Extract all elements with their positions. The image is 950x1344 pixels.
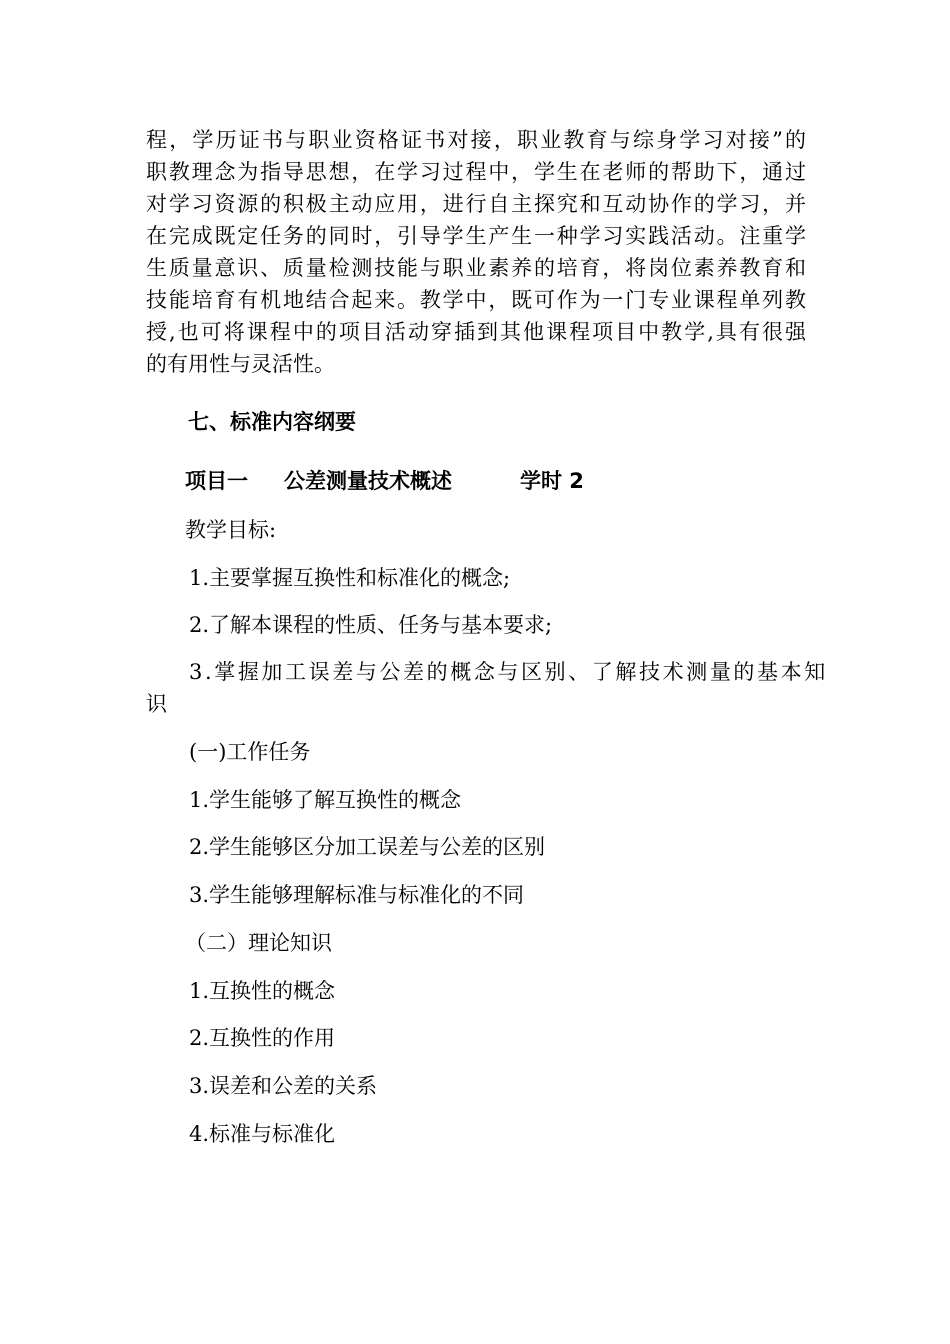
tasks-heading: (一)工作任务 (189, 740, 311, 764)
task-item: 3.学生能够理解标准与标准化的不同 (189, 883, 525, 907)
task-item: 2.学生能够区分加工误差与公差的区别 (189, 835, 546, 859)
theory-item: 3.误差和公差的关系 (189, 1074, 378, 1098)
objective-item: 3.掌握加工误差与公差的概念与区别、了解技术测量的基本知 (189, 660, 828, 684)
objective-item: 2.了解本课程的性质、任务与基本要求; (189, 613, 553, 637)
project-hours: 学时 2 (520, 469, 584, 493)
project-title: 公差测量技术概述 (284, 469, 452, 493)
intro-line: 技能培育有机地结合起来。教学中，既可作为一门专业课程单列教 (146, 288, 806, 312)
task-item: 1.学生能够了解互换性的概念 (189, 788, 462, 812)
theory-item: 4.标准与标准化 (189, 1122, 336, 1146)
theory-item: 1.互换性的概念 (189, 979, 336, 1003)
objective-item: 1.主要掌握互换性和标准化的概念; (189, 566, 511, 590)
section-heading: 七、标准内容纲要 (188, 410, 356, 434)
intro-line: 生质量意识、质量检测技能与职业素养的培育，将岗位素养教育和 (146, 256, 806, 280)
objectives-label: 教学目标: (185, 518, 277, 542)
objective-item-wrap: 识 (146, 692, 167, 716)
intro-line: 程，学历证书与职业资格证书对接，职业教育与综身学习对接”的 (146, 128, 806, 152)
intro-line: 的有用性与灵活性。 (146, 352, 335, 376)
intro-line: 职教理念为指导思想，在学习过程中，学生在老师的帮助下，通过 (146, 160, 806, 184)
theory-heading: （二）理论知识 (185, 931, 332, 955)
intro-line: 在完成既定任务的同时，引导学生产生一种学习实践活动。注重学 (146, 224, 806, 248)
theory-item: 2.互换性的作用 (189, 1026, 336, 1050)
project-name: 项目一 (185, 469, 248, 493)
intro-line: 对学习资源的积极主动应用，进行自主探究和互动协作的学习，并 (146, 192, 806, 216)
intro-line: 授,也可将课程中的项目活动穿插到其他课程项目中教学,具有很强 (146, 320, 806, 344)
